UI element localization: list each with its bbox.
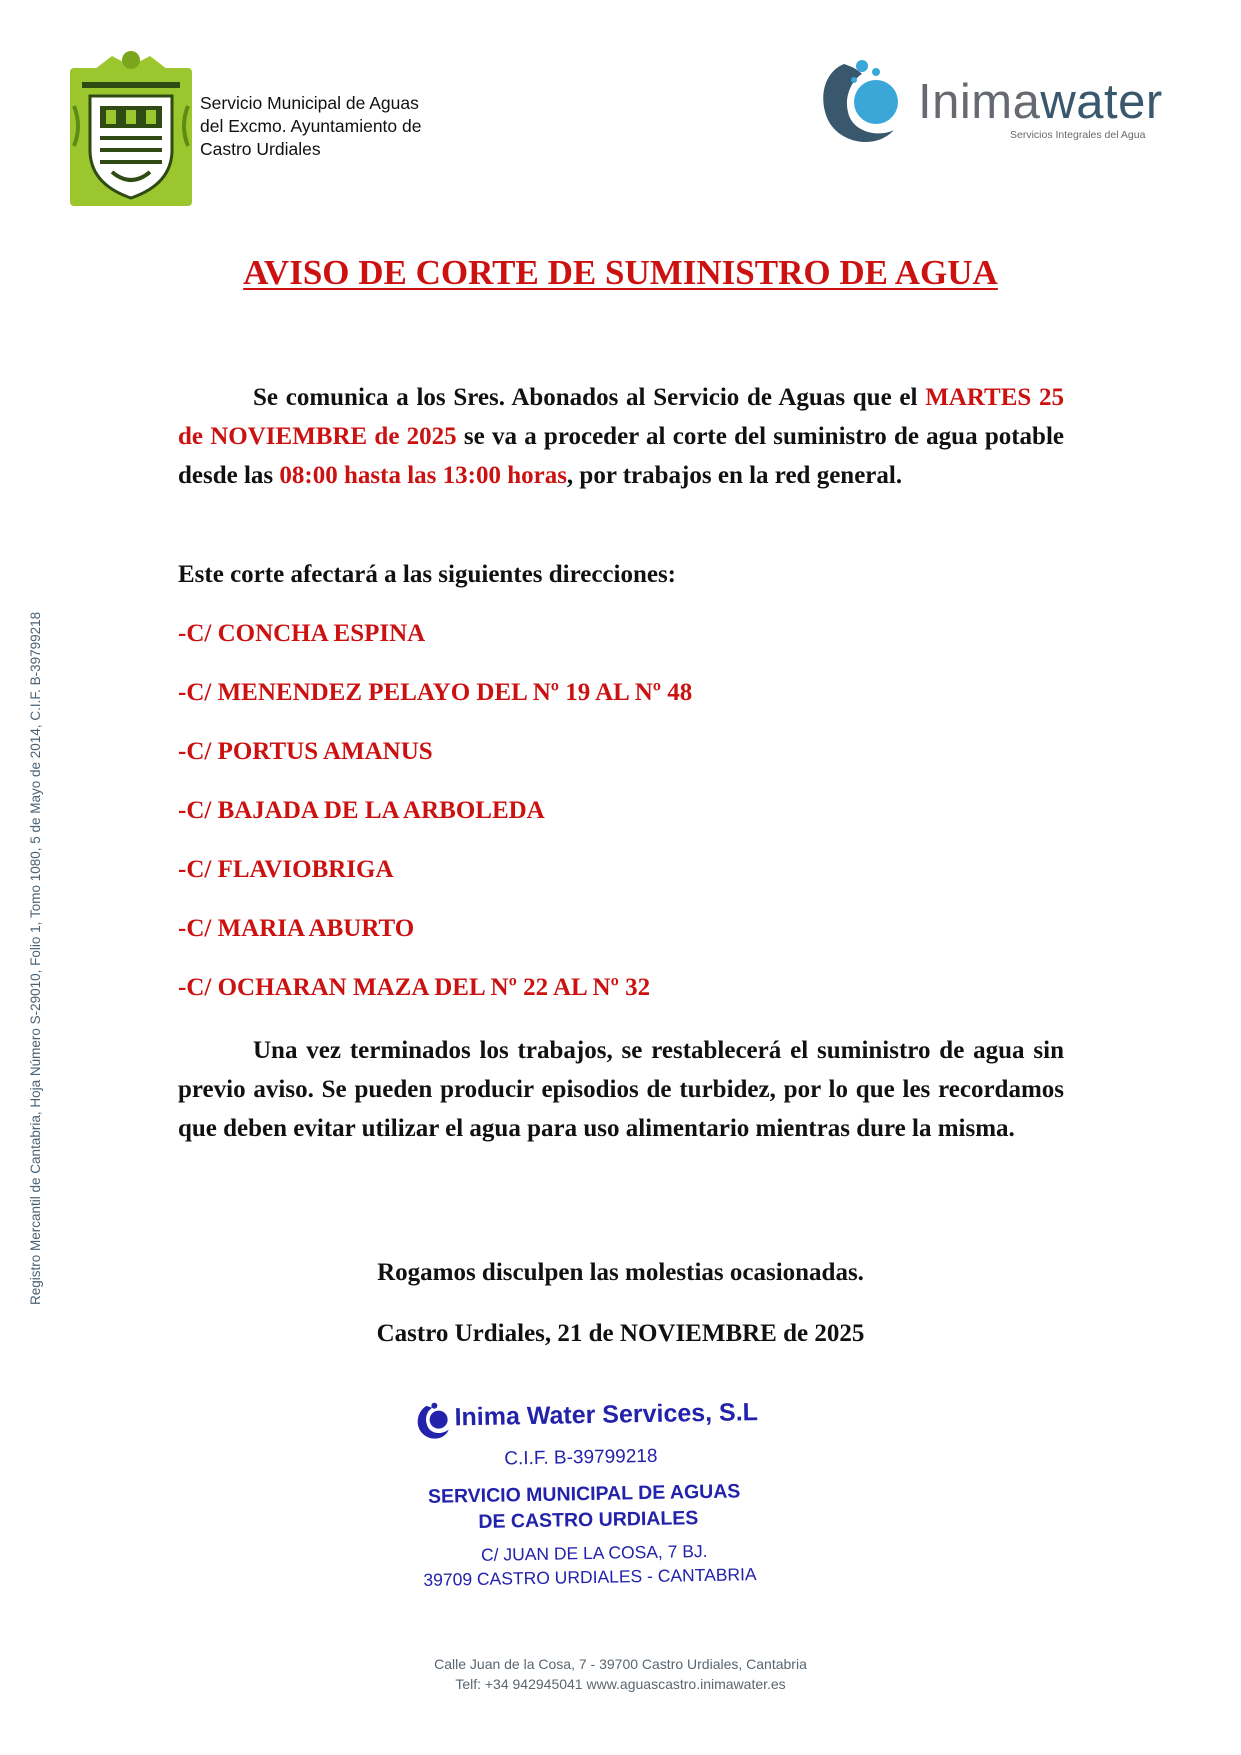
footer-contact: Telf: +34 942945041 www.aguascastro.inimawater.es [455, 1676, 786, 1692]
municipal-service-name [200, 92, 520, 161]
footer-address: Calle Juan de la Cosa, 7 - 39700 Castro Urdiales, Cantabria [434, 1656, 807, 1672]
outage-date: MARTES 25 de NOVIEMBRE de 2025 [178, 384, 1064, 450]
brand-name-part2: water [1040, 75, 1163, 129]
brand-name-part1: Inima [918, 75, 1041, 129]
stamp-line: DE CASTRO URDIALES [478, 1507, 699, 1533]
address-item: -C/ MARIA ABURTO [178, 915, 415, 942]
stamp-drop-icon [412, 1401, 453, 1442]
address-item: -C/ OCHARAN MAZA DEL Nº 22 AL Nº 32 [178, 974, 651, 1001]
registry-info: Registro Mercantil de Cantabria, Hoja Número S-29010, Folio 1, Tomo 1080, 5 de Mayo de 2014, C.I.F. B-39799218 [28, 611, 43, 1305]
coat-of-arms-logo [68, 46, 194, 208]
place-and-date: Castro Urdiales, 21 de NOVIEMBRE de 2025 [376, 1320, 865, 1347]
notice-paragraph [178, 378, 1064, 495]
stamp-address: C/ JUAN DE LA COSA, 7 BJ. [480, 1540, 708, 1565]
notice-title-text: AVISO DE CORTE DE SUMINISTRO DE AGUA [243, 253, 998, 292]
apology-text: Rogamos disculpen las molestias ocasionadas. [377, 1259, 864, 1286]
address-item: -C/ CONCHA ESPINA [178, 620, 426, 647]
stamp-line: SERVICIO MUNICIPAL DE AGUAS [427, 1480, 741, 1508]
paragraph-text: Se comunica a los Sres. Abonados al Servicio de Aguas que el [253, 384, 926, 411]
stamp-cif: C.I.F. B-39799218 [504, 1445, 658, 1470]
restoration-paragraph: Una vez terminados los trabajos, se restablecerá el suministro de agua sin previo aviso. Se pueden producir episodios de turbidez, por lo que les recordamos que deben evitar utilizar el agua para uso alimentario mientras dure la misma. [178, 1037, 1064, 1142]
address-item: -C/ PORTUS AMANUS [178, 738, 433, 765]
address-item: -C/ BAJADA DE LA ARBOLEDA [178, 797, 545, 824]
company-stamp [408, 1392, 772, 1603]
brand-tagline: Servicios Integrales del Agua [1010, 129, 1146, 141]
paragraph-text: se va a proceder al corte del suministro de agua potable desde las [178, 423, 1064, 489]
municipal-line: del Excmo. Ayuntamiento de [200, 116, 422, 136]
addresses-intro: Este corte afectará a las siguientes direcciones: [178, 561, 677, 588]
notice-title [0, 251, 1241, 295]
address-item: -C/ MENENDEZ PELAYO DEL Nº 19 AL Nº 48 [178, 679, 693, 706]
brand-name [918, 74, 1163, 130]
municipal-line: Servicio Municipal de Aguas [200, 93, 419, 113]
stamp-address: 39709 CASTRO URDIALES - CANTABRIA [423, 1564, 757, 1590]
municipal-line: Castro Urdiales [200, 139, 321, 159]
paragraph-text: , por trabajos en la red general. [566, 462, 903, 489]
outage-hours: 08:00 hasta las 13:00 horas [279, 462, 567, 489]
stamp-company: Inima Water Services, S.L [454, 1398, 759, 1432]
address-item: -C/ FLAVIOBRIGA [178, 856, 394, 883]
